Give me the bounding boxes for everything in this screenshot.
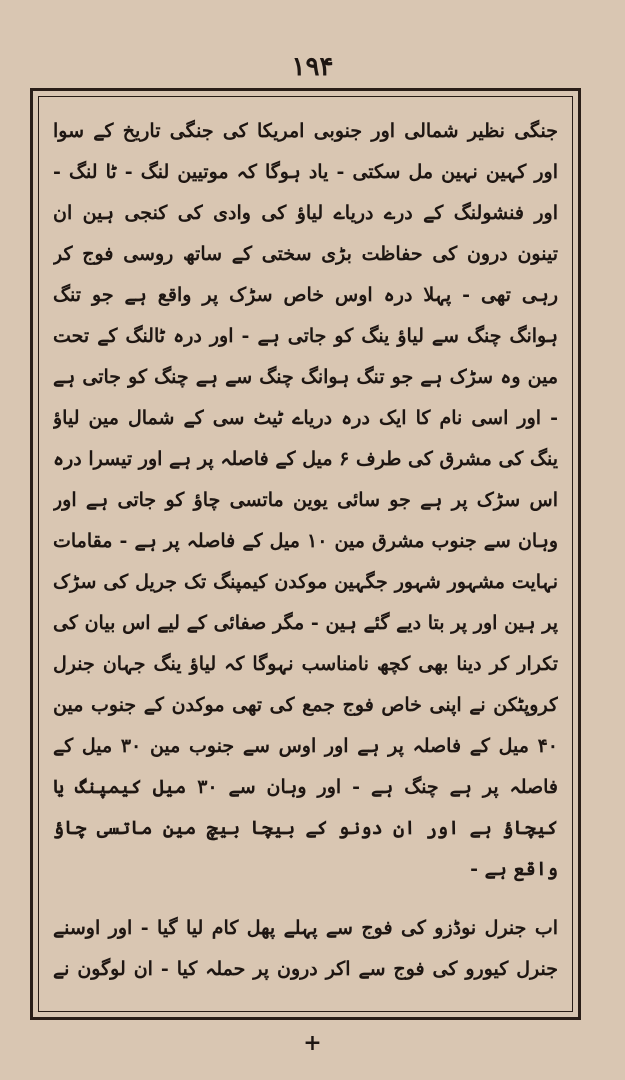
inner-border	[38, 96, 573, 1012]
footer-mark: +	[303, 1030, 322, 1056]
text-body	[53, 111, 558, 997]
page-border	[30, 88, 581, 1020]
paragraph-2: اب جنرل نوڈزو کی فوج سے پہلے پھل کام لیا گیا - اور اوسنے جنرل کیورو کی فوج سے اکر درون پر حملہ کیا - ان لوگون نے	[53, 917, 558, 980]
page-number: ۱۹۴	[291, 52, 334, 82]
paragraph-1: جنگی نظیر شمالی اور جنوبی امریکا کی جنگی تاریخ کے سوا اور کہین نہین مل سکتی - یاد ہوگا کہ موتیین لنگ - ٹا لنگ - اور فنشولنگ کے درے دریاے لیاؤ کی وادی کی کنجی ہین ان تینون درون کی حفاظت بڑی سختی کے ساتھ روسی فوج کر رہی تھی - پہلا درہ اوس خاص سڑک پر واقع ہے جو تنگ ہوانگ چنگ سے لیاؤ ینگ کو جاتی ہے - اور درہ ٹالنگ کے تحت مین وہ سڑک ہے جو تنگ ہوانگ چنگ سے ہے چنگ کو جاتی ہے - اور اسی نام کا ایک درہ دریاے ٹیٹ سی کے شمال مین لیاؤ ینگ کی مشرق کی طرف ۶ میل کے فاصلہ پر ہے اور تیسرا درہ اس سڑک پر ہے جو سائی یوین ماتسی چاؤ کو جاتی ہے اور وہان سے جنوب مشرق مین ۱۰ میل کے فاصلہ پر ہے - مقامات نہایت مشہور شہور جگہین موکدن کیمپنگ تک جریل کی سڑک پر ہین اور پر بتا دیے گئے ہین - مگر صفائی کے لیے اس بیان کی تکرار کر دینا بھی کچھ نامناسب نہوگا کہ لیاؤ ینگ جہان جنرل کروپٹکن نے اپنی خاص فوج جمع کی تھی موکدن کے جنوب مین ۴۰ میل کے فاصلہ پر ہے اور اوس سے جنوب مین ۳۰ میل کے فاصلہ پر ہے چنگ ہے - اور وہان سے ۳۰ میل کیمپنگ یا کیچاؤ ہے اور ان دونو کے بیچا بیچ مین ماتسی چاؤ واقع ہے -	[53, 120, 558, 880]
